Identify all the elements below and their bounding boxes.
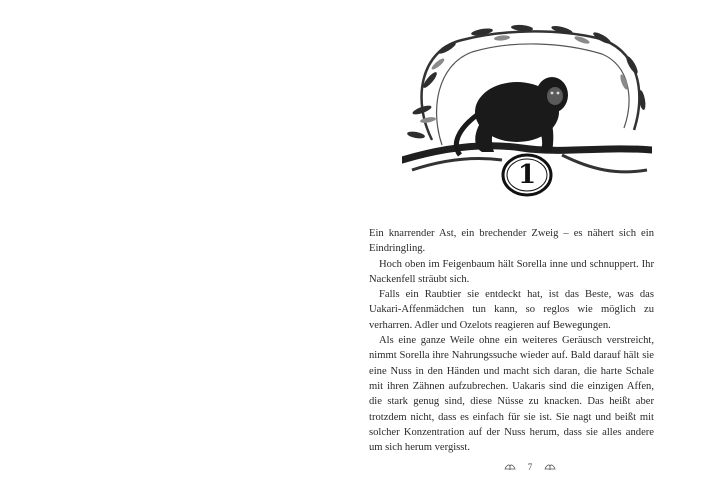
leaf-ornament-icon — [544, 463, 556, 471]
leaf-ornament-icon — [504, 463, 516, 471]
paragraph: Hoch oben im Feigenbaum hält Sorella inne und schnuppert. Ihr Nackenfell sträubt sich. — [369, 258, 654, 285]
paragraph: Falls ein Raubtier sie entdeckt hat, ist das Beste, was das Uakari-Affenmädchen tun kann, so reglos wie möglich zu verharren. Adler und Ozelots reagieren auf Bewegungen. — [369, 289, 654, 331]
page-footer — [500, 461, 560, 473]
paragraph: Als eine ganze Weile ohne ein weiteres Geräusch verstreicht, nimmt Sorella ihre Nahrungssuche wieder auf. Bald darauf hält sie eine Nuss in den Händen und macht sich daran, die harte Schale mit ihren Zähnen aufzubrechen. Uakaris sind die einzigen Affen, die stark genug sind, diese Nüsse zu knacken. Das heißt aber trotzdem nicht, dass es einfach für sie ist. Sie nagt und beißt mit solcher Konzentration auf der Nuss herum, dass sie alles andere um sich herum vergisst. — [369, 335, 654, 454]
page-number: 7 — [527, 462, 533, 472]
chapter-number: 1 — [517, 160, 537, 190]
paragraph: Ein knarrender Ast, ein brechender Zweig – es nähert sich ein Eindringling. — [369, 228, 654, 255]
chapter-text — [369, 226, 654, 455]
